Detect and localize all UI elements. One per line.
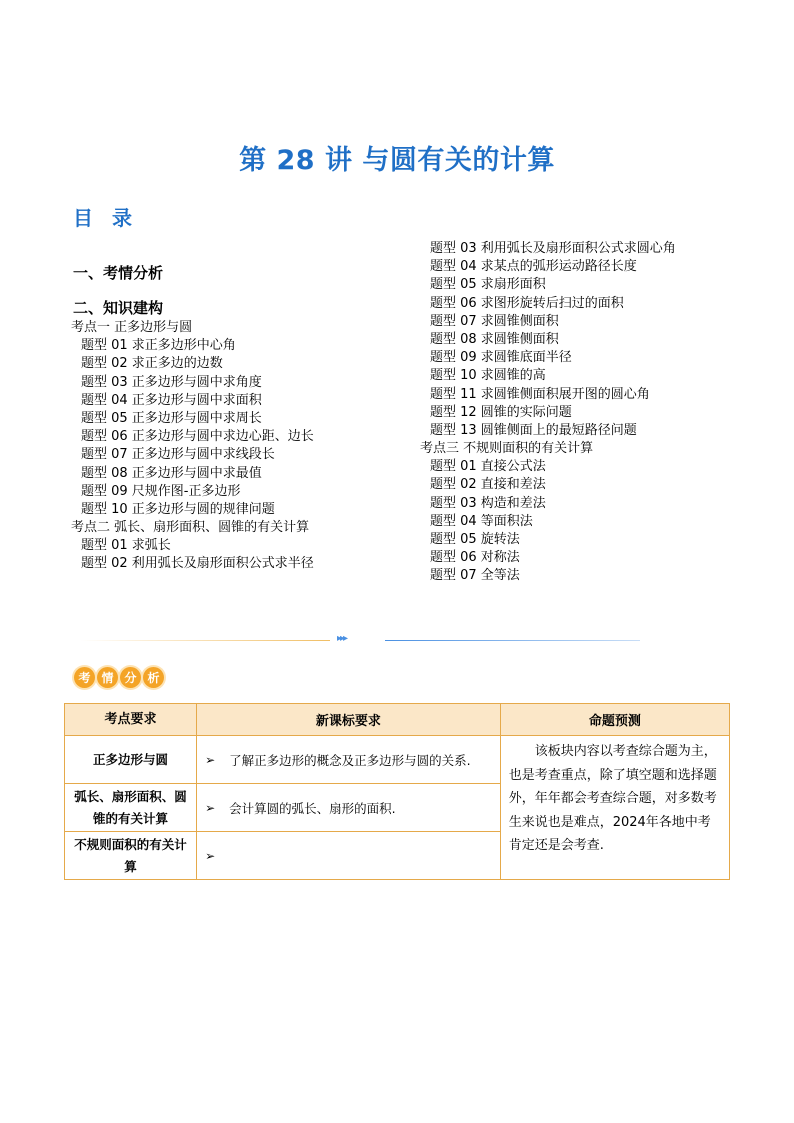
toc-item: 题型 02 求正多边的边数 (81, 356, 223, 372)
toc-item: 题型 06 正多边形与圆中求边心距、边长 (81, 429, 314, 445)
toc-item: 题型 06 对称法 (430, 550, 520, 566)
arrow-bullet-icon: ➢ (205, 800, 216, 815)
prediction-cell: 该板块内容以考查综合题为主，也是考查重点，除了填空题和选择题外，年年都会考查综合题，对多数考生来说也是难点，2024年各地中考肯定还是会考查. (500, 736, 729, 880)
toc-title: 目 录 (73, 206, 138, 230)
toc-item: 题型 01 求弧长 (81, 538, 171, 554)
toc-item: 题型 11 求圆锥侧面积展开图的圆心角 (430, 386, 650, 402)
badge-char: 情 (97, 667, 118, 688)
divider-right (385, 640, 640, 641)
arrow-bullet-icon: ➢ (205, 848, 216, 863)
header-point: 考点要求 (65, 704, 197, 736)
toc-item: 题型 04 求某点的弧形运动路径长度 (430, 259, 637, 275)
toc-topic: 考点二 弧长、扇形面积、圆锥的有关计算 (71, 520, 310, 536)
divider-left (80, 640, 330, 641)
toc-item: 题型 08 求圆锥侧面积 (430, 331, 559, 347)
toc-item: 题型 03 利用弧长及扇形面积公式求圆心角 (430, 241, 676, 256)
toc-right-column (420, 240, 676, 586)
toc-item: 题型 05 求扇形面积 (430, 277, 546, 293)
toc-item: 题型 03 构造和差法 (430, 495, 546, 511)
badge-char: 考 (74, 667, 95, 688)
toc-item: 题型 02 直接和差法 (430, 477, 546, 493)
table-row-point: 不规则面积的有关计算 (65, 832, 197, 880)
toc-item: 题型 04 等面积法 (430, 513, 533, 529)
section-knowledge-structure: 二、知识建构 (73, 299, 164, 317)
toc-item: 题型 10 求圆锥的高 (430, 368, 546, 384)
toc-topic: 考点一 正多边形与圆 (71, 320, 193, 335)
toc-item: 题型 05 正多边形与圆中求周长 (81, 410, 262, 426)
arrow-bullet-icon: ➢ (205, 752, 216, 767)
header-standard: 新课标要求 (197, 704, 501, 736)
toc-item: 题型 10 正多边形与圆的规律问题 (81, 501, 275, 517)
header-prediction: 命题预测 (500, 704, 729, 736)
toc-topic: 考点三 不规则面积的有关计算 (420, 441, 594, 457)
table-row-point: 弧长、扇形面积、圆锥的有关计算 (65, 784, 197, 832)
section-exam-analysis: 一、考情分析 (73, 264, 164, 282)
toc-item: 题型 13 圆锥侧面上的最短路径问题 (430, 422, 637, 438)
toc-item: 题型 07 正多边形与圆中求线段长 (81, 447, 275, 463)
divider-arrows-icon: ▸▸▸ (337, 633, 347, 644)
toc-item: 题型 09 尺规作图-正多边形 (81, 483, 241, 499)
toc-item: 题型 12 圆锥的实际问题 (430, 404, 572, 420)
badge-char: 析 (143, 667, 164, 688)
toc-item: 题型 09 求圆锥底面半径 (430, 350, 572, 366)
badge-char: 分 (120, 667, 141, 688)
toc-item: 题型 02 利用弧长及扇形面积公式求半径 (81, 556, 314, 572)
toc-item: 题型 03 正多边形与圆中求角度 (81, 374, 262, 390)
toc-item: 题型 07 求圆锥侧面积 (430, 313, 559, 329)
page-title: 第 28 讲 与圆有关的计算 (239, 145, 555, 176)
table-row-requirement: ➢ 了解正多边形的概念及正多边形与圆的关系. (197, 736, 501, 784)
toc-item: 题型 01 求正多边形中心角 (81, 338, 236, 354)
table-row-point: 正多边形与圆 (65, 736, 197, 784)
toc-left-column (71, 319, 314, 574)
table-row-requirement (197, 832, 501, 880)
exam-analysis-table (64, 703, 730, 880)
toc-item: 题型 01 直接公式法 (430, 459, 546, 475)
toc-item: 题型 05 旋转法 (430, 532, 520, 547)
toc-item: 题型 07 全等法 (430, 568, 520, 584)
toc-item: 题型 08 正多边形与圆中求最值 (81, 465, 262, 481)
table-row-requirement: ➢ 会计算圆的弧长、扇形的面积. (197, 784, 501, 832)
toc-item: 题型 06 求图形旋转后扫过的面积 (430, 295, 624, 311)
toc-item: 题型 04 正多边形与圆中求面积 (81, 392, 262, 408)
exam-analysis-badge (74, 667, 164, 688)
